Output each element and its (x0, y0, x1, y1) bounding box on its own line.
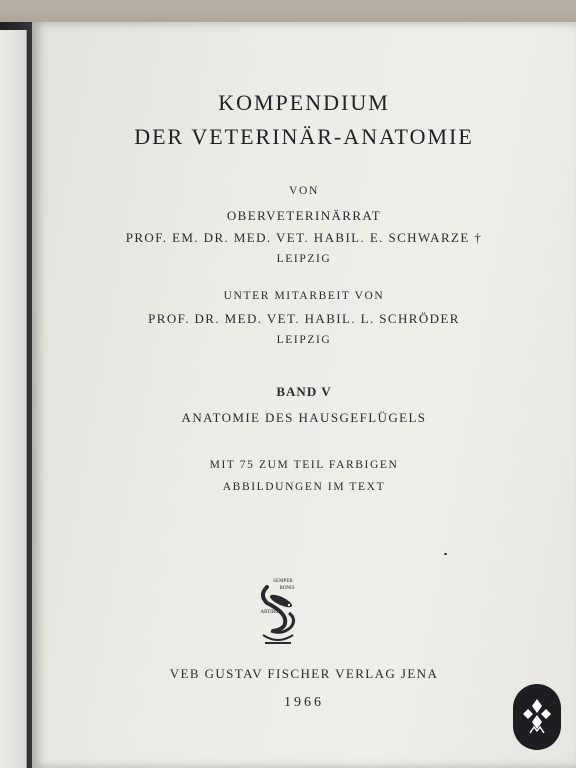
title-page (32, 22, 576, 768)
collaborator-name: PROF. DR. MED. VET. HABIL. L. SCHRÖDER (148, 311, 460, 326)
author-name: PROF. EM. DR. MED. VET. HABIL. E. SCHWARZE † (125, 230, 483, 245)
collaboration-label: UNTER MITARBEIT VON (223, 290, 385, 302)
author-title: OBERVETERINÄRRAT (226, 208, 382, 223)
book-title-line-1: KOMPENDIUM (218, 90, 390, 115)
svg-text:ARTIBUS: ARTIBUS (260, 610, 282, 615)
collaborator-city: LEIPZIG (276, 334, 332, 346)
volume-title: ANATOMIE DES HAUSGEFLÜGELS (181, 410, 427, 425)
book-cover-edge (0, 30, 27, 768)
volume-number: BAND V (276, 384, 332, 399)
publisher: VEB GUSTAV FISCHER VERLAG JENA (169, 666, 439, 681)
author-city: LEIPZIG (276, 253, 332, 265)
illustrations-line-2: ABBILDUNGEN IM TEXT (222, 481, 386, 493)
fish-emblem-icon (253, 573, 303, 653)
publication-year: 1966 (284, 695, 324, 710)
illustrations-line-1: MIT 75 ZUM TEIL FARBIGEN (209, 459, 399, 471)
by-label: VON (289, 185, 319, 197)
book-title-line-2: DER VETERINÄR-ANATOMIE (134, 124, 474, 149)
svg-text:BONIS: BONIS (279, 586, 295, 591)
diamond-badge-icon (513, 684, 561, 750)
paper-speck (444, 553, 447, 555)
svg-text:SEMPER: SEMPER (273, 579, 293, 584)
